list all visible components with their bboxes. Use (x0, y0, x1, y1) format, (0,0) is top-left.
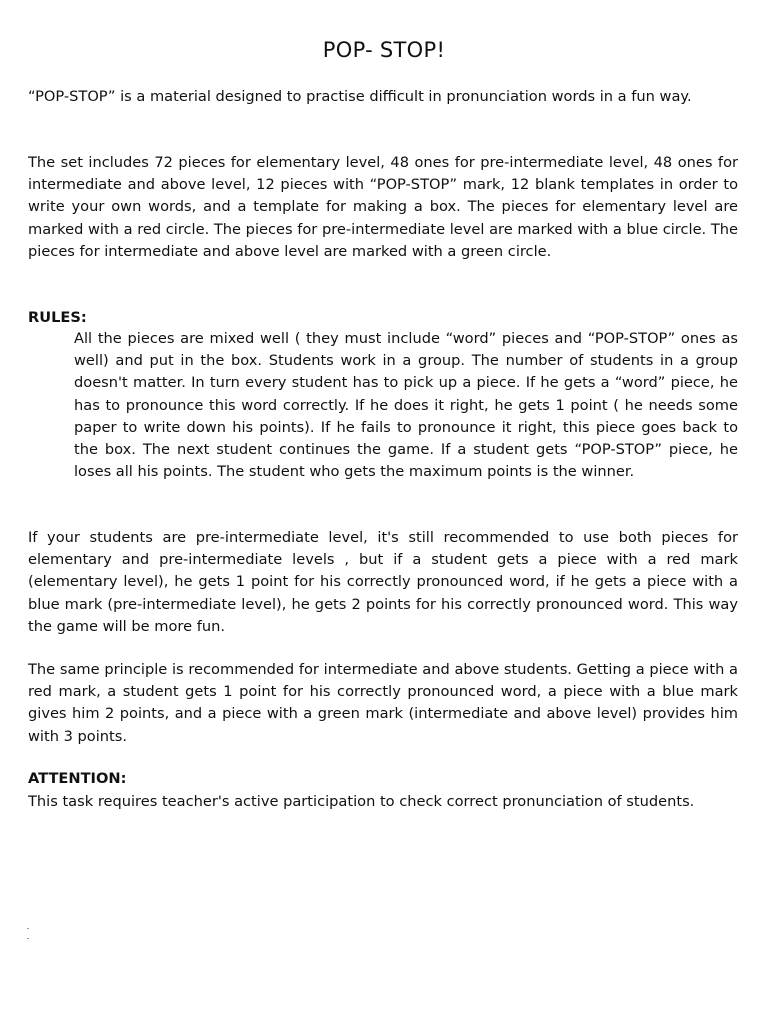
rules-paragraph: All the pieces are mixed well ( they must include “word” pieces and “POP-STOP” ones as well) and put in the box. Students work in a group. The number of students in a group doesn't matter. In turn every student has to pick up a piece. If he gets a “word” piece, he has to pronounce this word correctly. If he does it right, he gets 1 point ( he needs some paper to write down his points). If he fails to pronounce it right, this piece goes back to the box. The next student continues the game. If a student gets “POP-STOP” piece, he loses all his points. The student who gets the maximum points is the winner. (74, 330, 738, 481)
intermediate-paragraph: The same principle is recommended for intermediate and above students. Getting a piece with a red mark, a student gets 1 point for his correctly pronounced word, a piece with a blue mark gives him 2 points, and a piece with a green mark (intermediate and above level) provides him with 3 points. (28, 661, 738, 745)
stray-mark (27, 938, 29, 939)
rules-heading: RULES: (28, 309, 87, 326)
set-description-paragraph: The set includes 72 pieces for elementary level, 48 ones for pre-intermediate level, 48 ones for intermediate and above level, 12 pieces with “POP-STOP” mark, 12 blank templates in order to write your own words, and a template for making a box. The pieces for elementary level are marked with a red circle. The pieces for pre-intermediate level are marked with a blue circle. The pieces for intermediate and above level are marked with a green circle. (28, 154, 738, 260)
stray-mark (27, 928, 29, 929)
attention-paragraph: This task requires teacher's active participation to check correct pronunciation of students. (28, 793, 695, 810)
attention-heading: ATTENTION: (28, 770, 127, 787)
page-title: POP- STOP! (322, 38, 446, 62)
intro-paragraph: “POP-STOP” is a material designed to practise difficult in pronunciation words in a fun way. (28, 88, 692, 105)
pre-intermediate-paragraph: If your students are pre-intermediate level, it's still recommended to use both pieces for elementary and pre-intermediate levels , but if a student gets a piece with a red mark (elementary level), he gets 1 point for his correctly pronounced word, if he gets a piece with a blue mark (pre-intermediate level), he gets 2 points for his correctly pronounced word. This way the game will be more fun. (28, 529, 738, 635)
